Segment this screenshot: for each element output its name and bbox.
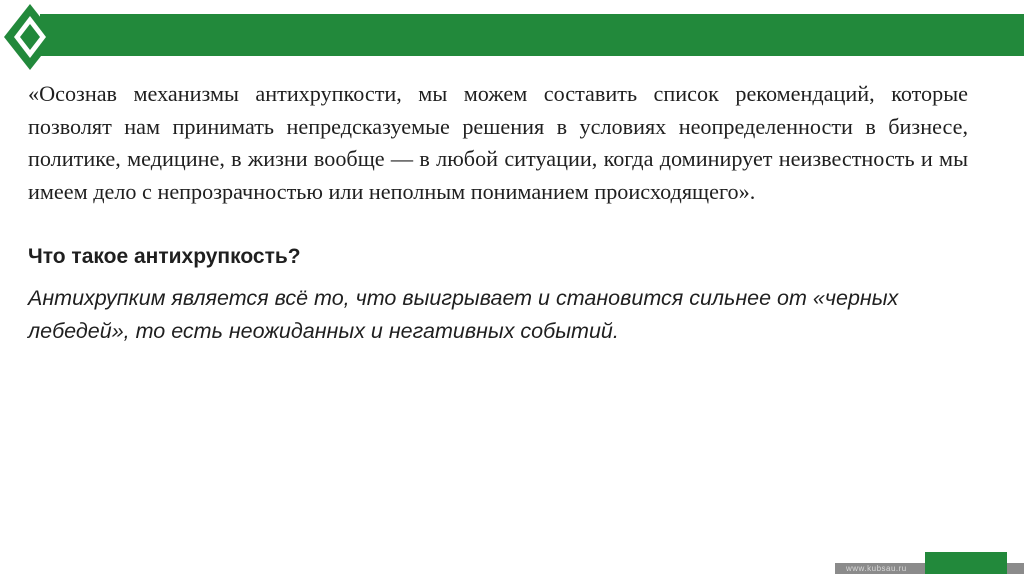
slide-content	[28, 78, 968, 348]
footer-url[interactable]: www.kubsau.ru	[846, 564, 907, 573]
answer-text: Антихрупким является всё то, что выигрывает и становится сильнее от «черных лебедей», то есть неожиданных и негативных событий.	[28, 286, 899, 343]
diamond-logo-icon	[0, 0, 60, 74]
question-heading: Что такое антихрупкость?	[28, 245, 301, 268]
footer-green-block	[925, 552, 1007, 574]
header-bar	[40, 14, 1024, 56]
quote-text: «Осознав механизмы антихрупкости, мы можем составить список рекомендаций, которые позволят нам принимать непредсказуемые решения в условиях неопределенности в бизнесе, политике, медицине, в жизни вообще — в любой ситуации, когда доминирует неизвестность и мы имеем дело с непрозрачностью или неполным пониманием происходящего».	[28, 81, 968, 204]
